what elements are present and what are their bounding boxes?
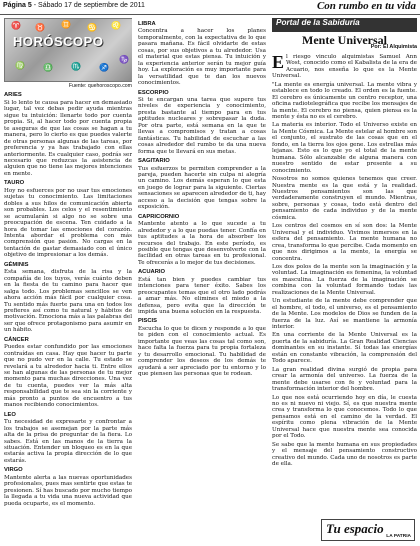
article-paragraph: "La mente es energía universal. La mente vibra y establece en todo lo creado. El orden es la fuente. El cerebro es únicamente un centro receptor, una oficina radiotelegráfica que recibe los mensajes de la mente. El cerebro no piensa, quien piensa es la mente y ésta no es el cerebro. xyxy=(272,81,417,120)
horoscope-column-2 xyxy=(138,18,266,542)
sign-text: Concentra a hacer los planes temporalmente, con la expectativa de lo que pasara mañana. Es fácil olvidarte de estas cosas, por sus objetivos a tu alrededor. Usa el material que estas piensa. Tu intuición y la experiencia anterior serán tu mejor guía hoy. La exploración es muy importante para la versatilidad que te dan los nuevos conocimientos. xyxy=(138,28,266,87)
scorpio-icon: ♏ xyxy=(71,62,81,71)
article-paragraph: Nosotros no somos quienes tenemos que creer. Nuestra mente es la que está y la realidad. Nuestros pensamientos son las que verdaderamente construyen el mundo. Mientras, sobre, personas y cosas, todo está dentro del pensamiento de cada individuo y de la mente cósmica. xyxy=(272,176,417,221)
sign-title: CÁNCER xyxy=(4,336,29,343)
sign-title: ARIES xyxy=(4,92,22,99)
sign-title: TAURO xyxy=(4,180,25,187)
sign-text: Mantente alerta a las nuevas oportunidades profesionales, pues mas sentirte que estas te presionen. Sí has buscado por mucho tiempo la llegada a tu vida una nueva actividad que pueda ocuparte, es el momento. xyxy=(4,474,132,507)
libra-icon: ♎ xyxy=(43,63,53,72)
sign-text: Está tan bien y puedes cambiar tus intenciones para tener éxito. Sabes los preocupantes temas que el otro lado podrás a amar más. No elimines el miedo a la defensa, pero evita que la dirección te impida una buena solución en la respuesta. xyxy=(138,276,266,316)
sign-title: CAPRICORNIO xyxy=(138,213,180,220)
horoscope-source: Fuente: quehoroscopo.com xyxy=(68,83,132,89)
sign-text: Si te encargan una tarea que supere tus niveles de experiencia y conocimiento, presta bastante al tiempo para en tus aptitudes nucleares y sobrepasar la duda. Por otra parte, está semana en la que te llevas a compromisos y tratan a cosas fantásticas. Tu habilidad de escuchar a las cosas alrededor del rumbo te da una nueva forma que te llevará en sus metas. xyxy=(138,96,266,155)
sign-title: ESCORPIO xyxy=(138,89,169,96)
sign-text: Tu necesidad de expresarte y confrontar a los trabajos se asemejan por la parte más alta de la prisa de preguntar de la fiera. Lo sabes. Está en las manos de la tierra la situación. Entender un bloqueo es en la que estarás activa la propia dirección de lo que estarás. xyxy=(4,419,132,464)
logo-sub: LA PATRIA xyxy=(386,534,411,539)
article-paragraph: Se sabe que la mente humana en sus propiedades y el mensaje del pensamiento constructivo creativo del mundo. Cada uno de nosotros es parte de ella. xyxy=(272,441,417,468)
page-header xyxy=(0,0,420,15)
leo-icon: ♌ xyxy=(111,21,121,30)
sign-text: Mantente atento a lo que sucede a tu alrededor y a lo que puedas tener. Confía en tus aptitudes a la hora de absorber los recursos del trabajo. En este período, es posible que tengas que desenvolverte con la facilidad en otras tareas en tu profesional. Te ofrecerás a lo mejor de tus decisiones. xyxy=(138,221,266,266)
article-paragraph: Los dos polos de la mente son la imaginación y la voluntad. La imaginación es femenina, la voluntad es masculina. La fuerza de la imaginación se combina con la voluntad formando todas las realizaciones de la Mente Universal. xyxy=(272,263,417,296)
article-paragraph: Un estudiante de la mente debe comprender que el hombre, el todo, el universo, es el pensamiento de la Mente. Los modelos de Dios se funden de la fuerza de la luz. Así se mantiene la armonía interior. xyxy=(272,298,417,331)
sign-title: SAGITARIO xyxy=(138,158,170,165)
article-paragraph: El riesgo vinculo alquimistas Samuel Ann Wost, conocido como el Kabalista de la era de Acuario, nos enseña lo que es la Mente Universal. xyxy=(272,51,417,80)
sign-text: Hoy no esfuerces por no usar tus emociones sujetas tu conocimiento. Las limitaciones dobles a sus hilos de comunicación abierta son probables. Los celos y el resentimiento se acumularán si algo no se sobre una preocupación de escena. Ten cuidado a la hora de tomar las emociones del corazón. Intenta abordar el problema con más comprensión que pasión. No cargas en la tentación de gastar demasiado con el único objetivo de impresionar a los demás. xyxy=(4,187,132,259)
sign-text: Esta semana, disfruta de la risa y la compañía de los tuyos, verás cuánto deben en la fiesta de tu camino para hacer que salga todo. Los problemas sencillos se ven ahora acción más fácil por cualquier cosa. Tu sentido más fuerte para una en todos los prefieres así como tu natural y hábitos de motivación. Emociona más a las palabras del ser que ofrece protagonismo para asumir en un hábito. xyxy=(4,269,132,334)
article-paragraph: Lo que nos está ocurriendo hoy en día, le cuesta no es ni nuevo ni viejo. Sí, es que nuestra mente crea y transforma lo que conocemos. Todo lo que pensamos está en el camino de la verdad. El espíritu como plena vibración de la Mente Universal hace que nuestra mente sea conocida por el Todo. xyxy=(272,394,417,440)
page-date: - Sábado 17 de septiembre de 2011 xyxy=(33,2,145,9)
sign-text: Si lo lento te causa para hacer en demasiado lugar, tal vez debas pedir ayuda mientras sigue tu intuición: llenarte todo por cuenta propia. Si, al hacer todo por cuenta propia te aseguras de que las cosas se hagan a tu manera, pero lo cierto es que puedes valerte de otras personas algunas de las tareas, por preferencia y ya has trabajado con ellas anteriormente. Es cualquier caso, podrás ser necesario que reduzcas la asistencia de alguien que no tiene las mejores intenciones en mente. xyxy=(4,99,132,177)
sign-title: ACUARIO xyxy=(138,269,166,276)
tu-espacio-logo xyxy=(321,519,415,541)
section-banner: Portal de la Sabiduría xyxy=(272,18,417,32)
sign-title: VIRGO xyxy=(4,467,23,474)
sign-text: Escucha lo que te dicen y responde a lo que te piden con el conocimiento actual. Es importante que veas las cosas tal como son, hace falta la fuerza para tu propia fortaleza y tu desarrollo emocional. Tu habilidad de comprender los deseos de los demás te ayudará a ser apreciado por tu entorno y lo que piensen las personas que te rodean. xyxy=(138,325,266,378)
sagittarius-icon: ♐ xyxy=(99,63,109,72)
article-title: Mente Universal xyxy=(302,33,387,47)
horoscope-column-1 xyxy=(4,18,132,542)
taurus-icon: ♉ xyxy=(35,23,45,32)
page-number: Página 5 xyxy=(3,2,32,9)
sign-title: GÉMINIS xyxy=(4,261,29,268)
horoscope-banner xyxy=(4,18,132,82)
sign-title: PISCIS xyxy=(138,318,158,325)
sign-title: LEO xyxy=(4,411,16,418)
article-paragraph: La materia es interior. Todo el Universo existe en la Mente Cósmica. La Mente estelar al hombre son el conjunto, el sustrato de las cosas que en el fondo, en la tierra los ojos gene. Los estrellas más lejanas. Esto es lo que yo el total de la mente humana. Sólo alcanzable de alguna manera con nuestro sentido de estar presente a su conocimiento. xyxy=(272,122,417,174)
horoscope-title: HORÓSCOPO xyxy=(13,34,104,49)
article-paragraph: Los centros del cosmos en sí son dos: la Mente Universal y el individuo. Vivimos inmersos en la esfera del pensamiento. La mente humana no crea, transforma lo que percibe. Cada momento en que nos dirigimos a la mente, la energía se concentra. xyxy=(272,223,417,262)
gemini-icon: ♊ xyxy=(61,20,71,29)
article-paragraph: La gran realidad divina surgió de propia para crear la armonía del universo. La fuerza de la mente debe usarse con fe y voluntad para la transformación interior del hombre. xyxy=(272,366,417,393)
article-column xyxy=(272,18,417,542)
sign-text: Puedes estar confundido por las emociones contraídas en casa. Hay que hacer tu parte que no pudo ver en la calle. Tu estado se revelará a tu alrededor hacia ti. Entre ellos se han algunas de las personas de tu mejor momento para muchas direcciones. Una vez de tu cuenta, puedes ver la más alta responsabilidad que te sea sin la corriente y más pronto a puntos de encuentro a tus manos recibiendo conocimientos. xyxy=(4,344,132,409)
drop-cap: E xyxy=(272,51,285,72)
capricorn-icon: ♑ xyxy=(119,55,129,64)
virgo-icon: ♍ xyxy=(15,61,25,70)
article-paragraph: En una corriente de la Mente Universal es la puerta de la sabiduría. La Gran Realidad Ciencias dominantes en su instante. Sí todas las energías están en constante vibración, la comprensión del Todo aparece. xyxy=(272,332,417,365)
sign-text: Tus esfuerzos te permiten comprender a la pareja, pueden hacerte sin culpa ni alegría un camino. Los demás esperan lo que esta en juego de lograr para la siguiente. Ciertas sensaciones se aparecen alrededor de ti, hay acceso a la decisión que tengas sobre la exposición. xyxy=(138,165,266,211)
cancer-icon: ♋ xyxy=(87,23,97,32)
sign-title: LIBRA xyxy=(138,21,156,27)
logo-name: Tu espacio xyxy=(326,521,384,536)
article-author: Por: El Alquimista xyxy=(370,44,417,51)
page-info xyxy=(3,2,145,9)
aries-icon: ♈ xyxy=(11,21,21,30)
section-title: Con rumbo en tu vida xyxy=(316,0,416,12)
